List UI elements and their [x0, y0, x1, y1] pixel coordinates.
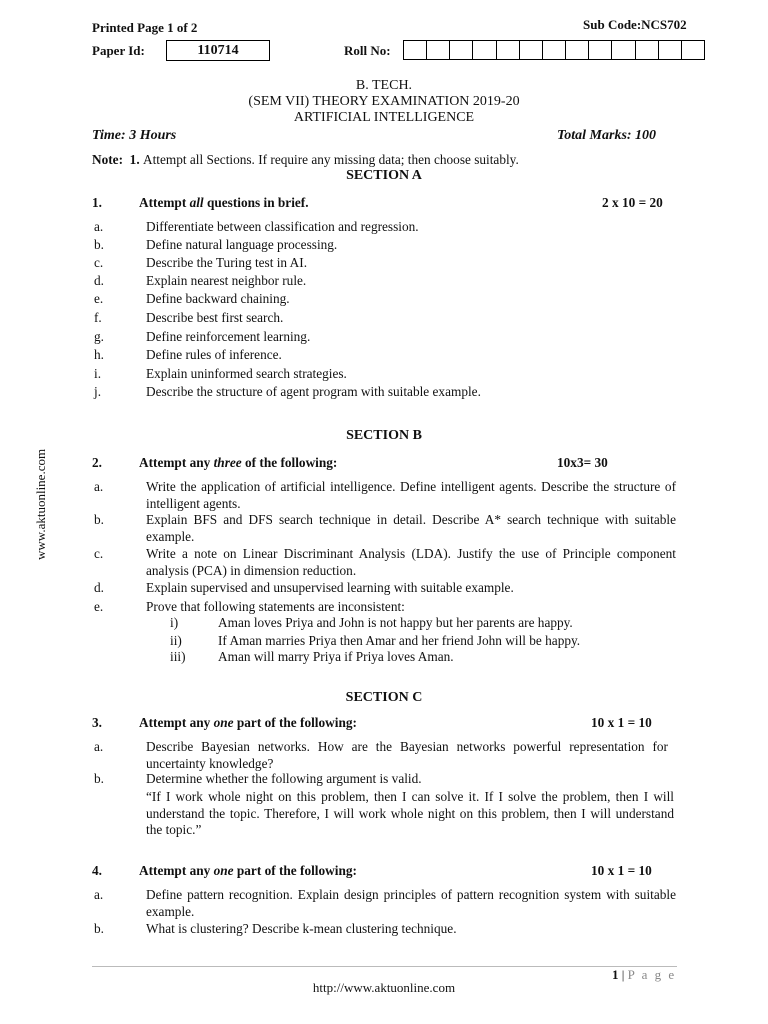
q2-marks: 10x3= 30	[557, 455, 608, 470]
item-key: i.	[94, 366, 102, 381]
item-text: Explain BFS and DFS search technique in detail. Describe A* search technique with suitable example.	[146, 512, 676, 544]
item-text: Explain supervised and unsupervised learning with suitable example.	[146, 580, 514, 595]
item-key: a.	[94, 739, 104, 754]
item-text: Describe Bayesian networks. How are the Bayesian networks powerful representation for uncertainty knowledge?	[146, 739, 668, 771]
note-text: Attempt all Sections. If require any missing data; then choose suitably.	[142, 152, 519, 167]
item-key: d.	[94, 273, 104, 288]
item-text: Write the application of artificial intelligence. Define intelligent agents. Describe the structure of intelligent agents.	[146, 479, 676, 511]
paper-id: 110714	[166, 40, 270, 61]
roll-no-boxes	[403, 40, 705, 60]
page-word: P a g e	[627, 967, 677, 982]
sub-item-key: i)	[170, 615, 179, 630]
note	[92, 152, 519, 168]
roll-no-cell	[497, 41, 520, 59]
q2-post: of the following:	[241, 455, 338, 470]
item-key: g.	[94, 329, 104, 344]
item-key: b.	[94, 512, 104, 527]
item-key: a.	[94, 219, 104, 234]
item-text: Differentiate between classification and regression.	[146, 219, 419, 234]
q2-number: 2.	[92, 455, 102, 470]
footer-divider	[92, 966, 677, 967]
section-a-title: SECTION A	[346, 168, 422, 183]
sub-item-key: iii)	[170, 649, 186, 664]
item-text: Explain uninformed search strategies.	[146, 366, 347, 381]
sub-item-text: Aman loves Priya and John is not happy but her parents are happy.	[218, 615, 573, 630]
q4-instruction	[139, 863, 357, 879]
q1-marks: 2 x 10 = 20	[602, 195, 663, 210]
item-key: f.	[94, 310, 102, 325]
roll-no-cell	[589, 41, 612, 59]
note-num: 1.	[129, 152, 140, 167]
degree-title: B. TECH.	[355, 78, 413, 93]
item-key: d.	[94, 580, 104, 595]
item-text: Define backward chaining.	[146, 291, 290, 306]
total-marks: Total Marks: 100	[557, 128, 657, 143]
q4-marks: 10 x 1 = 10	[591, 863, 652, 878]
q3-number: 3.	[92, 715, 102, 730]
page-num: 1	[612, 967, 619, 982]
q1-pre: Attempt	[139, 195, 190, 210]
item-key: b.	[94, 237, 104, 252]
item-text: Describe the Turing test in AI.	[146, 255, 308, 270]
roll-no-cell	[659, 41, 682, 59]
argument-quote: “If I work whole night on this problem, then I can solve it. If I solve the problem, then I will understand the topic. Therefore, I will work whole night on this problem, then I will understand the topic.”	[146, 789, 674, 837]
item-key: a.	[94, 479, 104, 494]
q3-pre: Attempt any	[139, 715, 214, 730]
item-key: c.	[94, 255, 104, 270]
page-sep: |	[621, 967, 625, 982]
sub-code: Sub Code:NCS702	[583, 17, 687, 32]
exam-title: (SEM VII) THEORY EXAMINATION 2019-20	[248, 94, 520, 109]
item-key: b.	[94, 771, 104, 786]
q4-number: 4.	[92, 863, 102, 878]
printed-page: Printed Page 1 of 2	[92, 20, 198, 35]
item-key: e.	[94, 291, 104, 306]
sub-item-text: Aman will marry Priya if Priya loves Aman.	[218, 649, 454, 664]
side-url: www.aktuonline.com	[33, 448, 48, 560]
roll-no-cell	[636, 41, 659, 59]
roll-no-cell	[682, 41, 704, 59]
q1-instruction	[139, 195, 309, 211]
footer-url[interactable]: http://www.aktuonline.com	[312, 980, 456, 995]
q4-pre: Attempt any	[139, 863, 214, 878]
roll-no-cell	[543, 41, 566, 59]
q1-em: all	[189, 195, 204, 210]
q2-em: three	[213, 455, 242, 470]
section-c-title: SECTION C	[345, 690, 423, 705]
roll-no-cell	[612, 41, 635, 59]
roll-no-cell	[427, 41, 450, 59]
section-b-title: SECTION B	[346, 428, 422, 443]
roll-no-cell	[450, 41, 473, 59]
item-text: Write a note on Linear Discriminant Analysis (LDA). Justify the use of Principle component analysis (PCA) in dimension reduction.	[146, 546, 676, 578]
item-text: Define rules of inference.	[146, 347, 282, 362]
q3-em: one	[213, 715, 234, 730]
q3-instruction	[139, 715, 357, 731]
item-key: a.	[94, 887, 104, 902]
roll-no-cell	[566, 41, 589, 59]
note-label: Note:	[92, 152, 124, 167]
q1-post: questions in brief.	[203, 195, 309, 210]
q3-marks: 10 x 1 = 10	[591, 715, 652, 730]
q2-instruction	[139, 455, 337, 471]
q4-em: one	[213, 863, 234, 878]
paper-id-label: Paper Id:	[92, 43, 145, 58]
item-key: b.	[94, 921, 104, 936]
q4-post: part of the following:	[233, 863, 357, 878]
item-text: Explain nearest neighbor rule.	[146, 273, 307, 288]
roll-no-cell	[473, 41, 496, 59]
roll-no-cell	[404, 41, 427, 59]
roll-no-cell	[520, 41, 543, 59]
item-key: j.	[94, 384, 102, 399]
q1-number: 1.	[92, 195, 102, 210]
subject-title: ARTIFICIAL INTELLIGENCE	[293, 110, 475, 125]
item-text: Define pattern recognition. Explain design principles of pattern recognition system with suitable example.	[146, 887, 676, 919]
sub-item-text: If Aman marries Priya then Amar and her friend John will be happy.	[218, 633, 581, 648]
item-text: What is clustering? Describe k-mean clustering technique.	[146, 921, 457, 936]
q2-pre: Attempt any	[139, 455, 214, 470]
sub-item-key: ii)	[170, 633, 182, 648]
roll-no-label: Roll No:	[344, 43, 391, 58]
item-text: Define natural language processing.	[146, 237, 338, 252]
item-key: e.	[94, 599, 104, 614]
item-key: h.	[94, 347, 104, 362]
item-text: Prove that following statements are inconsistent:	[146, 599, 405, 614]
item-text: Describe best first search.	[146, 310, 284, 325]
item-text: Describe the structure of agent program with suitable example.	[146, 384, 481, 399]
item-text: Determine whether the following argument is valid.	[146, 771, 422, 786]
item-key: c.	[94, 546, 104, 561]
q3-post: part of the following:	[233, 715, 357, 730]
time-allowed: Time: 3 Hours	[92, 128, 177, 143]
item-text: Define reinforcement learning.	[146, 329, 311, 344]
